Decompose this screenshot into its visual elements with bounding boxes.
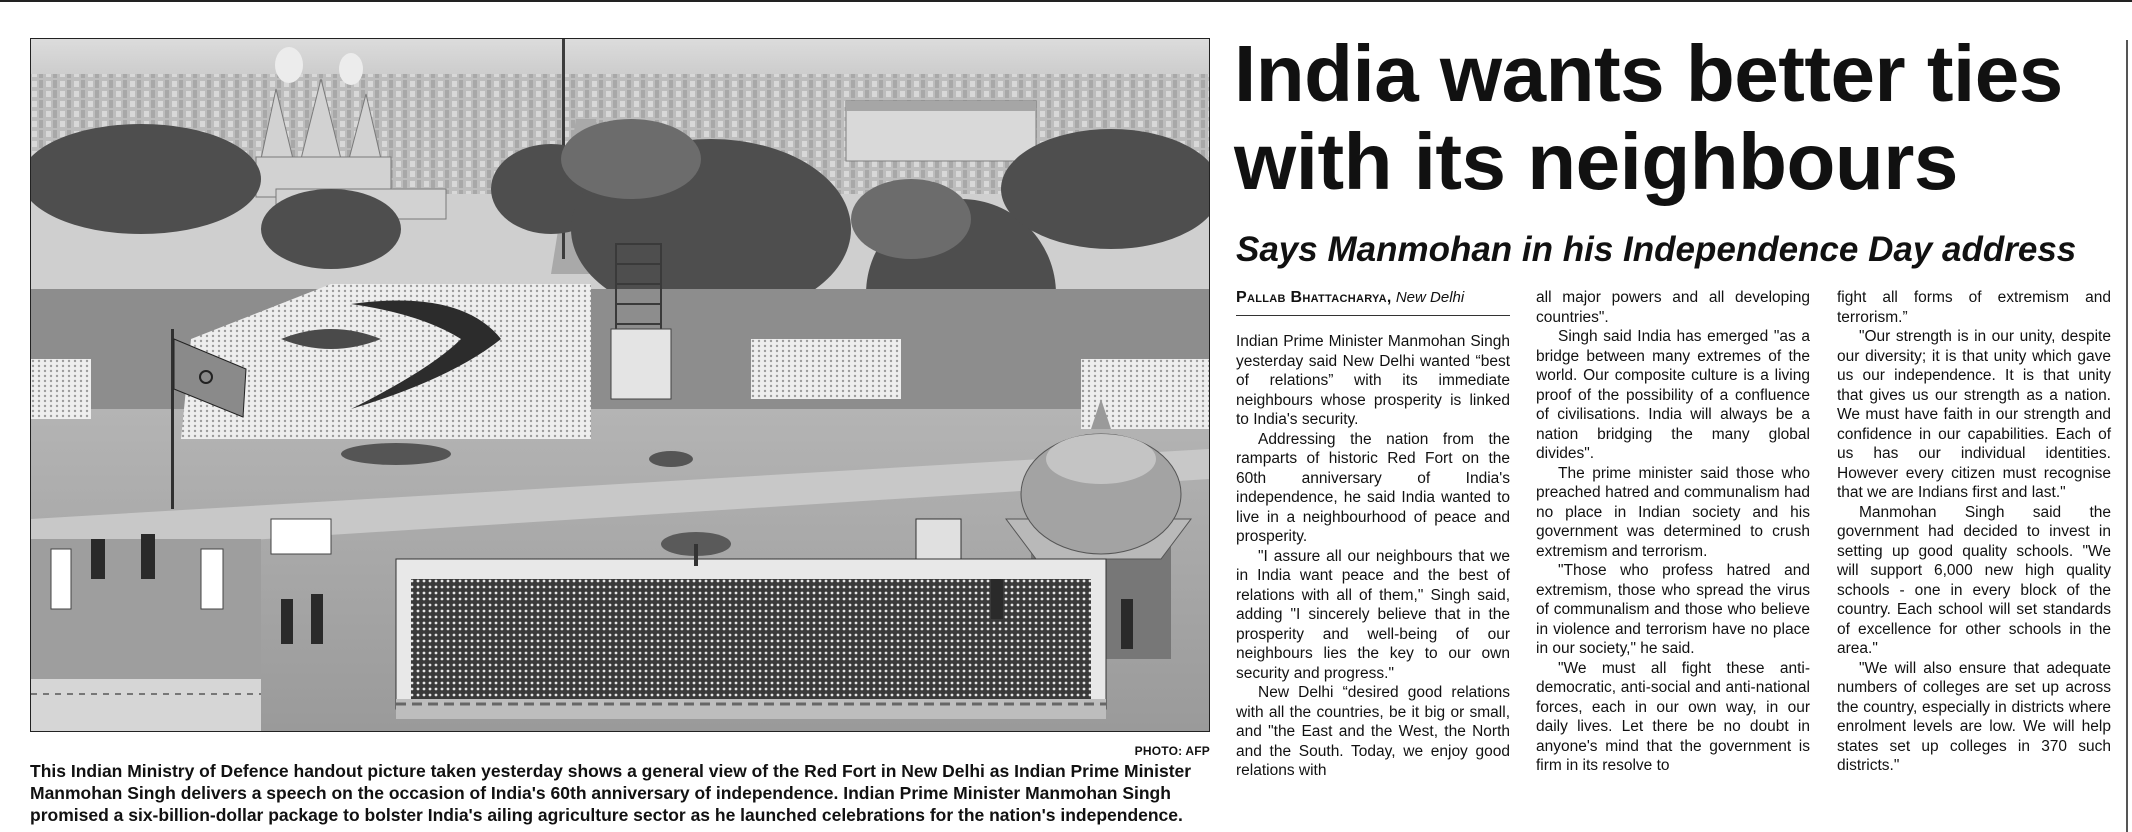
article-paragraph: "Our strength is in our unity, despite our diversity; it is that unity which gave us our independence. It is that unity that gives us our strength as a nation. We must have faith in our strength and confidence in our capabilities. Each of us has our individual identities. However every citizen must recognise that we are Indians first and last." [1837,328,2111,501]
article-paragraph: "We will also ensure that adequate numbers of colleges are set up across the country, especially in districts where enrolment levels are low. We will help states set up colleges in 370 such districts." [1837,659,2111,774]
news-photo [30,38,1210,732]
byline-dateline: New Delhi [1395,289,1465,306]
headline: India wants better ties with its neighbours [1234,29,2063,206]
article-column-3 [1837,288,2111,776]
subheadline: Says Manmohan in his Independence Day address [1236,230,2077,269]
article-paragraph: Addressing the nation from the ramparts of historic Red Fort on the 60th anniversary of India's independence, he said India wanted to live in a neighbourhood of peace and prosperity. [1236,430,1510,545]
article-column-2 [1536,288,1810,776]
article-paragraph: The prime minister said those who preached hatred and communalism had no place in Indian society and his government was determined to crush extremism and terrorism. [1536,464,1810,560]
article-paragraph: Singh said India has emerged "as a bridge between many extremes of the world. Our composite culture is a living proof of the possibility of a confluence of civilisations. India will always be a nation bridging the many global divides". [1536,328,1810,462]
column-rule [2126,40,2128,832]
article-paragraph: Manmohan Singh said the government had decided to invest in setting up good quality schools. "We will support 6,000 new high quality schools - one in every block of the country. Each school will set standards of excellence for other schools in the area." [1837,503,2111,657]
byline [1236,288,1510,316]
article-paragraph: New Delhi “desired good relations with all the countries, be it big or small, and "the East and the West, the North and the South. Today, we enjoy good relations with [1236,684,1510,779]
photo-caption: This Indian Ministry of Defence handout picture taken yesterday shows a general view of the Red Fort in New Delhi as Indian Prime Minister Manmohan Singh delivers a speech on the occasion of India's 60th anniversary of independence. Indian Prime Minister Manmohan Singh promised a six-billion-dollar package to bolster India's ailing agriculture sector as he launched celebrations for the nation's independence. [30,761,1192,825]
article-paragraph: Indian Prime Minister Manmohan Singh yesterday said New Delhi wanted “best of relations” with its immediate neighbours whose prosperity is linked to India's security. [1236,333,1510,428]
top-rule [0,0,2132,2]
article-paragraph: "I assure all our neighbours that we in India want peace and the best of relations with all of them," Singh said, adding "I sincerely believe that in the prosperity and well-being of our neighbours lies the key to our own security and progress." [1236,547,1510,682]
article-paragraph: fight all forms of extremism and terrorism.” [1837,289,2111,326]
photo-credit: PHOTO: AFP [1134,744,1210,758]
byline-author: Pallab Bhattacharya, [1236,289,1392,306]
article-paragraph: "We must all fight these anti-democratic, anti-social and anti-national forces, each in our own way, in our daily lives. Let there be no doubt in anyone's mind that the government is firm in its resolve to [1536,659,1810,774]
article-paragraph: "Those who profess hatred and extremism, those who spread the virus of communalism and those who believe in violence and terrorism have no place in our society," he said. [1536,562,1810,657]
article-paragraph: all major powers and all developing countries". [1536,289,1810,326]
article-column-1 [1236,288,1510,781]
